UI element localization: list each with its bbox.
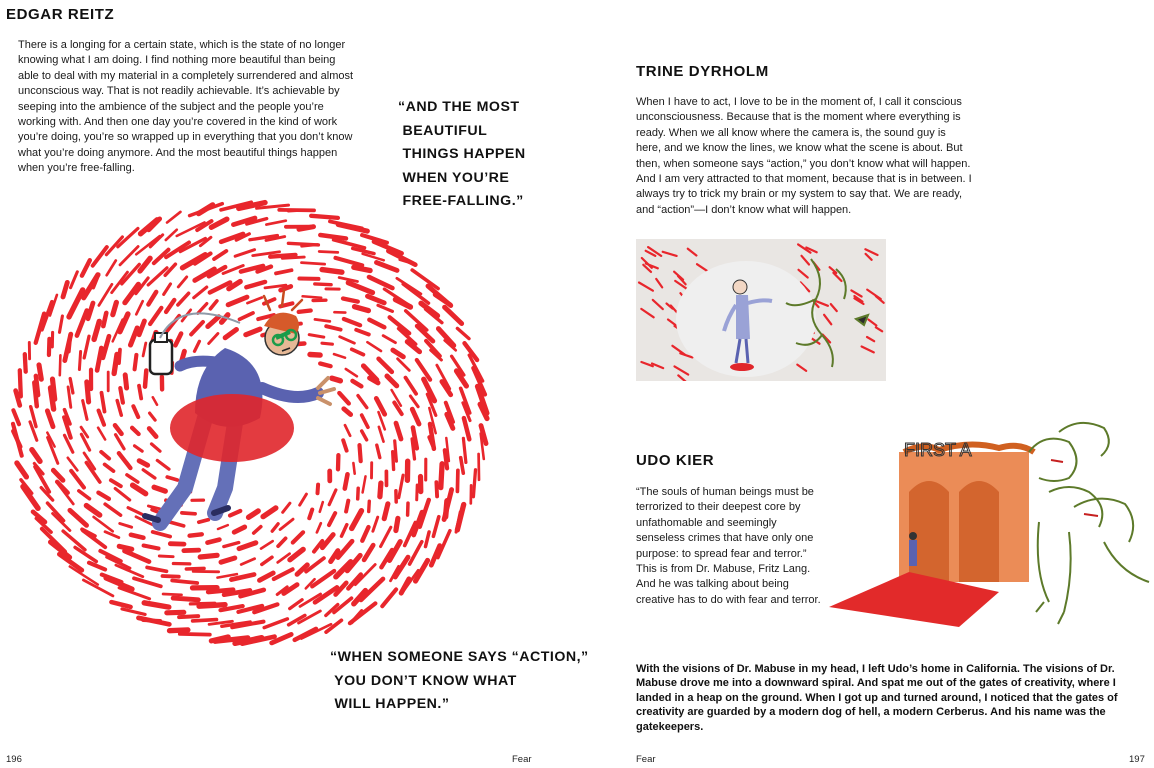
spiral-stroke xyxy=(208,317,219,327)
spiral-stroke xyxy=(32,450,40,462)
spiral-stroke xyxy=(369,501,370,511)
spiral-stroke xyxy=(139,461,147,465)
spiral-stroke xyxy=(198,304,207,314)
spiral-stroke xyxy=(276,270,292,273)
spiral-stroke xyxy=(225,330,236,338)
spiral-stroke xyxy=(125,375,126,388)
spiral-stroke xyxy=(362,431,367,440)
spiral-stroke xyxy=(190,534,202,535)
spiral-stroke xyxy=(356,330,369,335)
spiral-stroke xyxy=(338,225,367,232)
spiral-stroke xyxy=(166,230,177,240)
spiral-stroke xyxy=(172,581,197,584)
spiral-stroke xyxy=(53,470,63,480)
spiral-stroke xyxy=(241,559,254,565)
spiral-stroke xyxy=(280,519,293,529)
spiral-stroke xyxy=(135,355,137,369)
spiral-stroke xyxy=(363,476,366,492)
heading-edgar-reitz: EDGAR REITZ xyxy=(6,6,115,23)
spiral-stroke xyxy=(210,301,217,309)
spiral-stroke xyxy=(355,307,369,311)
section-label-left: Fear xyxy=(512,754,532,765)
spiral-stroke xyxy=(218,525,228,529)
gate-cerberus-illustration xyxy=(829,412,1154,642)
spiral-stroke xyxy=(387,376,397,386)
spiral-stroke xyxy=(302,263,325,265)
spiral-stroke xyxy=(139,321,144,335)
spiral-stroke xyxy=(369,320,384,328)
film-still-illustration xyxy=(636,239,886,381)
spiral-stroke xyxy=(119,453,130,468)
spiral-stroke xyxy=(99,284,112,305)
spiral-stroke xyxy=(383,336,395,343)
spiral-stroke xyxy=(133,406,138,417)
trine-dyrholm-text: When I have to act, I love to be in the moment of, I call it conscious unconsciousness. Because that is the moment where everything is ready. When we all know where the camera is, the sound guy is here, and we know the lines, we know what the scene is about. But then, when someone says “action,” you don’t know what will happen. And I am very attracted to that moment, because that is in between. I always try to trick my brain or my system to say that. We are ready, and “action”—I don’t know what will happen. xyxy=(636,96,972,216)
spiral-stroke xyxy=(143,343,146,356)
spiral-stroke xyxy=(320,502,323,512)
spiral-stroke xyxy=(290,549,303,559)
spiral-stroke xyxy=(417,485,418,500)
spiral-stroke xyxy=(136,301,142,314)
spiral-stroke xyxy=(379,427,384,442)
spiral-stroke xyxy=(184,550,199,551)
spiral-stroke xyxy=(358,488,359,499)
spiral-stroke xyxy=(83,401,87,420)
tiny-figure xyxy=(909,532,917,566)
spiral-stroke xyxy=(60,316,63,332)
spiral-stroke xyxy=(163,594,181,595)
spiral-stroke xyxy=(36,376,38,395)
spiral-stroke xyxy=(150,413,156,420)
spiral-stroke xyxy=(103,313,106,326)
spiral-stroke xyxy=(120,524,132,528)
page-number-right: 197 xyxy=(1129,754,1145,765)
spiral-stroke xyxy=(200,555,217,557)
spiral-stroke xyxy=(114,354,117,373)
spiral-stroke xyxy=(396,300,411,308)
spiral-stroke xyxy=(208,540,220,543)
spiral-stroke xyxy=(152,444,161,451)
spiral-stroke xyxy=(473,470,475,497)
spiral-stroke xyxy=(42,529,65,552)
spiral-stroke xyxy=(122,609,145,615)
spiral-stroke xyxy=(336,258,363,265)
spiral-stroke xyxy=(230,511,240,516)
spiral-stroke xyxy=(320,364,330,367)
spiral-stroke xyxy=(406,378,417,394)
spiral-stroke xyxy=(362,415,368,427)
spiral-stroke xyxy=(343,299,358,302)
spiral-stroke xyxy=(153,532,170,537)
spiral-stroke xyxy=(246,282,265,287)
spiral-stroke xyxy=(396,423,401,439)
orange-gate xyxy=(899,444,1034,582)
spiral-stroke xyxy=(115,489,130,501)
spiral-stroke xyxy=(329,490,336,505)
spiral-stroke xyxy=(214,251,226,259)
section-label-right: Fear xyxy=(636,754,656,765)
spiral-stroke xyxy=(353,381,362,386)
spiral-stroke xyxy=(320,235,346,239)
spiral-stroke xyxy=(101,452,109,459)
spiral-stroke xyxy=(94,517,113,531)
spiral-stroke xyxy=(457,328,469,338)
spiral-stroke xyxy=(395,441,397,461)
spiral-stroke xyxy=(49,339,50,355)
spiral-stroke xyxy=(139,386,141,399)
spiral-stroke xyxy=(322,343,332,344)
spiral-stroke xyxy=(380,483,381,497)
spiral-stroke xyxy=(288,210,312,211)
spiral-stroke xyxy=(228,297,247,305)
spiral-stroke xyxy=(120,388,123,403)
spiral-stroke xyxy=(446,501,447,517)
spiral-stroke xyxy=(348,283,372,293)
spiral-stroke xyxy=(403,284,428,303)
spiral-stroke xyxy=(159,556,173,557)
spiral-stroke xyxy=(86,506,99,515)
spiral-stroke xyxy=(345,425,350,436)
spiral-stroke xyxy=(180,634,210,635)
spiral-stroke xyxy=(310,355,320,356)
spiral-stroke xyxy=(195,341,200,351)
spiral-stroke xyxy=(315,284,331,285)
spiral-stroke xyxy=(119,546,132,549)
spiral-stroke xyxy=(334,240,365,248)
spiral-stroke xyxy=(84,336,89,358)
spiral-stroke xyxy=(25,354,26,372)
spiral-stroke xyxy=(87,382,89,402)
spiral-stroke xyxy=(299,311,311,312)
spiral-stroke xyxy=(199,520,209,523)
heading-udo-kier: UDO KIER xyxy=(636,452,715,469)
spiral-stroke xyxy=(17,463,27,477)
spiral-stroke xyxy=(362,527,368,541)
spiral-stroke xyxy=(107,261,116,276)
spiral-stroke xyxy=(303,296,322,297)
spiral-stroke xyxy=(360,445,361,461)
spiral-stroke xyxy=(178,277,186,287)
spiral-stroke xyxy=(105,504,121,515)
spiral-stroke xyxy=(105,532,119,538)
spiral-stroke xyxy=(20,370,21,396)
spiral-stroke xyxy=(173,598,198,600)
spiral-stroke xyxy=(132,428,139,434)
spiral-stroke xyxy=(164,284,171,295)
spiral-stroke xyxy=(445,307,462,323)
spiral-stroke xyxy=(364,545,373,560)
spiral-stroke xyxy=(94,321,99,339)
spiral-stroke xyxy=(98,428,105,440)
spiral-stroke xyxy=(254,527,261,533)
spiral-stroke xyxy=(463,438,466,462)
spiral-stroke xyxy=(381,527,391,546)
spiral-stroke xyxy=(344,409,351,415)
spiral-stroke xyxy=(71,471,84,488)
spiral-stroke xyxy=(97,348,101,370)
spiral-stroke xyxy=(147,567,166,571)
spiral-stroke xyxy=(93,247,107,266)
spiral-stroke xyxy=(369,277,392,288)
spiral-stroke xyxy=(175,334,181,346)
spiral-stroke xyxy=(170,630,188,631)
spiral-stroke xyxy=(339,393,349,404)
spiral-stroke xyxy=(309,510,312,519)
spiral-stroke xyxy=(346,501,348,512)
spiral-stroke xyxy=(272,524,278,531)
spiral-stroke xyxy=(69,290,83,317)
spiral-stroke xyxy=(89,563,105,570)
spiral-stroke xyxy=(145,371,146,387)
spiral-stroke xyxy=(125,551,150,562)
spiral-stroke xyxy=(300,494,307,505)
spiral-stroke xyxy=(410,542,422,564)
spiral-stroke xyxy=(445,450,447,468)
spiral-stroke xyxy=(240,313,254,319)
spiral-stroke xyxy=(70,510,87,525)
spiral-stroke xyxy=(302,245,318,247)
spiral-stroke xyxy=(410,396,418,407)
spiral-stroke xyxy=(326,326,340,329)
spiral-stroke xyxy=(153,397,157,405)
spiral-stroke xyxy=(436,482,437,496)
spiral-stroke xyxy=(340,337,355,344)
spiral-stroke xyxy=(167,612,184,613)
spiral-stroke xyxy=(144,603,169,607)
spiral-stroke xyxy=(199,205,213,214)
spiral-stroke xyxy=(283,503,290,512)
spiral-stroke xyxy=(263,508,276,517)
udo-kier-text: “The souls of human beings must be terrorized to their deepest core by unfathomable and seemingly senseless crimes that have only one purpose: to spread fear and terror.” This is from Dr. Mabuse, Fritz Lang. And he was talking about being creative has to do with fear and terror. xyxy=(636,486,821,606)
spiral-stroke xyxy=(79,491,90,499)
spiral-stroke xyxy=(398,359,410,371)
spiral-stroke xyxy=(131,535,144,538)
spiral-stroke xyxy=(209,334,218,344)
spiral-stroke xyxy=(353,463,354,474)
spiral-stroke xyxy=(140,258,150,271)
spiral-stroke xyxy=(82,260,90,276)
spiral-stroke xyxy=(148,292,156,305)
edgar-reitz-text: There is a longing for a certain state, which is the state of no longer knowing what I am doing. I find nothing more beautiful than being able to deal with my material in a completely surrendered and almost unconscious way. That is not readily achievable. It’s achievable by seeping into the ambience of the subject and the people you’re working with. And then one day you’re covered in the kind of work you’re doing, you’re so wrapped up in everything that you don’t know what you’re doing anymore. And the most beautiful things happen when you’re free-falling. xyxy=(18,39,354,175)
spiral-stroke xyxy=(128,508,142,515)
spiral-stroke xyxy=(103,336,109,358)
spiral-stroke xyxy=(342,525,347,537)
spiral-stroke xyxy=(143,620,160,621)
spiral-stroke xyxy=(399,475,403,498)
spiral-stroke xyxy=(190,603,214,604)
spiral-stroke xyxy=(260,573,274,580)
spiral-stroke xyxy=(186,568,204,569)
spiral-stroke xyxy=(282,257,304,258)
spiral-stroke xyxy=(143,470,155,478)
spiral-stroke xyxy=(464,418,469,439)
spiral-stroke xyxy=(433,517,438,537)
right-page xyxy=(577,0,1154,768)
spiral-stroke xyxy=(461,458,464,474)
spiral-stroke xyxy=(393,350,403,357)
spiral-stroke xyxy=(311,216,338,218)
spiral-stroke xyxy=(354,267,370,270)
spiral-stroke xyxy=(194,287,207,298)
spiral-stroke xyxy=(208,590,233,592)
spiral-stroke xyxy=(401,579,409,593)
spiral-stroke xyxy=(329,513,335,525)
spiral-illustration xyxy=(0,188,520,648)
spiral-stroke xyxy=(69,335,71,351)
spiral-stroke xyxy=(102,393,105,412)
pull-quote-free-falling: “AND THE MOST BEAUTIFUL THINGS HAPPEN WHEN YOU’RE FREE-FALLING.” xyxy=(398,99,526,209)
spiral-stroke xyxy=(131,328,138,345)
spiral-stroke xyxy=(319,252,338,253)
pull-quote-action: “WHEN SOMEONE SAYS “ACTION,” YOU DON’T KNOW WHAT WILL HAPPEN.” xyxy=(330,649,589,712)
spiral-stroke xyxy=(193,620,217,621)
spiral-stroke xyxy=(167,477,177,480)
spiral-stroke xyxy=(149,429,156,437)
spiral-stroke xyxy=(105,464,114,471)
spiral-stroke xyxy=(368,296,385,303)
spiral-stroke xyxy=(309,335,324,338)
spiral-stroke xyxy=(63,282,67,297)
spiral-stroke xyxy=(397,278,421,294)
spiral-stroke xyxy=(163,576,179,577)
spiral-stroke xyxy=(377,263,398,271)
spiral-stroke xyxy=(332,378,340,381)
spiral-stroke xyxy=(441,464,442,488)
spiral-stroke xyxy=(148,506,160,509)
spiral-stroke xyxy=(400,260,415,264)
spiral-stroke xyxy=(68,387,71,407)
spiral-stroke xyxy=(412,270,438,289)
spiral-stroke xyxy=(345,474,348,488)
spiral-stroke xyxy=(60,355,61,375)
spiral-stroke xyxy=(261,541,273,549)
spiral-stroke xyxy=(115,425,122,434)
spiral-stroke xyxy=(166,300,174,312)
spiral-stroke xyxy=(98,493,109,499)
spiral-stroke xyxy=(117,401,121,416)
spiral-stroke xyxy=(266,221,285,225)
spiral-stroke xyxy=(396,518,398,530)
spiral-stroke xyxy=(278,538,286,546)
spiral-stroke xyxy=(246,329,260,335)
spiral-stroke xyxy=(113,302,117,314)
spiral-stroke xyxy=(382,589,396,606)
spiral-stroke xyxy=(167,212,180,223)
spiral-stroke xyxy=(352,349,364,354)
spiral-stroke xyxy=(239,543,256,549)
spiral-stroke xyxy=(334,354,345,358)
heading-trine-dyrholm: TRINE DYRHOLM xyxy=(636,63,769,80)
spiral-stroke xyxy=(150,308,161,324)
spiral-stroke xyxy=(116,435,124,449)
spiral-stroke xyxy=(274,569,293,579)
spiral-stroke xyxy=(426,532,430,547)
spiral-stroke xyxy=(13,410,19,424)
spiral-stroke xyxy=(379,359,392,372)
spiral-stroke xyxy=(317,523,321,532)
spiral-stroke xyxy=(47,411,53,427)
spiral-stroke xyxy=(293,532,303,542)
spiral-stroke xyxy=(344,319,360,325)
spiral-stroke xyxy=(71,272,78,288)
spiral-stroke xyxy=(373,517,378,531)
spiral-stroke xyxy=(318,485,319,494)
spiral-stroke xyxy=(154,487,165,491)
spiral-stroke xyxy=(377,445,380,458)
spiral-stroke xyxy=(136,236,159,254)
spiral-stroke xyxy=(127,475,138,482)
spiral-stroke xyxy=(221,558,235,562)
spiral-stroke xyxy=(39,365,41,379)
spiral-stroke xyxy=(68,458,78,471)
spiral-stroke xyxy=(79,352,80,370)
spiral-stroke xyxy=(393,452,394,470)
spiral-stroke xyxy=(111,602,130,607)
spiral-stroke xyxy=(343,440,346,450)
spiral-stroke xyxy=(352,511,362,529)
cerberus-dogs xyxy=(1029,423,1149,624)
spiral-stroke xyxy=(384,504,388,519)
spiral-stroke xyxy=(134,578,161,586)
spiral-stroke xyxy=(264,619,287,628)
spiral-stroke xyxy=(135,446,143,451)
spiral-stroke xyxy=(378,305,392,311)
spiral-stroke xyxy=(247,298,262,304)
spiral-stroke xyxy=(119,350,120,364)
spiral-stroke xyxy=(412,409,419,424)
spiral-stroke xyxy=(77,311,87,336)
spiral-stroke xyxy=(53,379,55,399)
spiral-stroke xyxy=(144,546,159,549)
spiral-stroke xyxy=(111,480,121,486)
spiral-stroke xyxy=(338,541,352,557)
spiral-stroke xyxy=(457,470,458,491)
spiral-stroke xyxy=(179,616,198,617)
spiral-stroke xyxy=(358,396,367,408)
spiral-stroke xyxy=(331,551,338,562)
page-number-left: 196 xyxy=(6,754,22,765)
spiral-stroke xyxy=(234,527,245,532)
spiral-stroke xyxy=(182,513,195,514)
gate-sign-text: FIRST A xyxy=(904,440,972,460)
spiral-stroke xyxy=(157,460,169,469)
spiral-stroke xyxy=(322,270,342,273)
spiral-stroke xyxy=(178,293,189,305)
spiral-stroke xyxy=(70,379,73,393)
spiral-stroke xyxy=(191,322,203,334)
spiral-stroke xyxy=(299,227,314,230)
spiral-stroke xyxy=(315,319,330,321)
closing-paragraph: With the visions of Dr. Mabuse in my head, I left Udo’s home in California. The visions of Dr. Mabuse drove me into a downward spiral. And spat me out of the gates of creativity, where I landed in a heap on the ground. When I got up and turned around, I noticed that the gates of creativity are guarded by a modern dog of hell, a modern Cerberus. And his name was the gatekeepers. xyxy=(636,663,1118,733)
spiral-stroke xyxy=(367,342,381,351)
spiral-stroke xyxy=(120,314,128,332)
spiral-stroke xyxy=(224,543,239,547)
spiral-stroke xyxy=(120,247,138,265)
spiral-stroke xyxy=(83,580,113,596)
spiral-stroke xyxy=(211,219,227,227)
spiral-stroke xyxy=(88,303,93,319)
spiral-stroke xyxy=(249,511,259,517)
spiral-stroke xyxy=(133,485,146,494)
spiral-stroke xyxy=(262,557,272,564)
spiral-stroke xyxy=(346,369,357,376)
